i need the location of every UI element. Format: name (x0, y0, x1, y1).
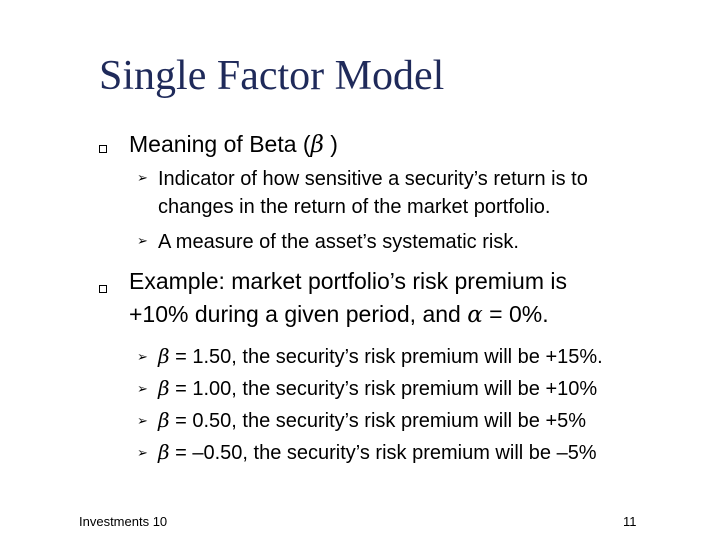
sub-bullet-text (158, 407, 586, 434)
beta-symbol: β (158, 376, 170, 400)
square-bullet-icon (99, 145, 107, 153)
arrow-bullet-icon: ➢ (137, 445, 148, 460)
arrow-bullet-icon: ➢ (137, 413, 148, 428)
bullet-text-part: +10% during a given period, and (129, 301, 468, 327)
alpha-symbol: α (467, 302, 483, 328)
arrow-bullet-icon: ➢ (137, 381, 148, 396)
sub-bullet-text: changes in the return of the market portfolio. (158, 196, 551, 218)
sub-bullet-part: = 1.00, the security’s risk premium will be +10% (169, 378, 598, 400)
bullet-prefix: Meaning of Beta ( (129, 131, 311, 157)
slide-title: Single Factor Model (99, 53, 445, 99)
sub-bullet-part: = –0.50, the security’s risk premium will be –5% (169, 442, 597, 464)
page-number: 11 (623, 514, 637, 529)
sub-bullet-part: = 1.50, the security’s risk premium will be +15%. (169, 346, 603, 368)
square-bullet-icon (99, 285, 107, 293)
arrow-bullet-icon: ➢ (137, 349, 148, 364)
bullet-suffix: ) (323, 131, 338, 157)
bullet-text (129, 298, 549, 331)
bullet-text-part: = 0%. (482, 301, 549, 327)
sub-bullet-text (158, 439, 597, 466)
beta-symbol: β (158, 408, 170, 432)
arrow-bullet-icon: ➢ (137, 233, 148, 248)
sub-bullet-text (158, 343, 603, 370)
sub-bullet-text: Indicator of how sensitive a security’s return is to (158, 168, 588, 190)
arrow-bullet-icon: ➢ (137, 170, 148, 185)
sub-bullet-text: A measure of the asset’s systematic risk. (158, 231, 519, 253)
beta-symbol: β (158, 344, 170, 368)
beta-symbol: β (158, 440, 170, 464)
sub-bullet-part: = 0.50, the security’s risk premium will be +5% (169, 410, 587, 432)
sub-bullet-text (158, 375, 597, 402)
footer-left: Investments 10 (79, 514, 168, 529)
bullet-text: Example: market portfolio’s risk premium is (129, 268, 567, 294)
beta-symbol: β (310, 132, 324, 158)
bullet-text (129, 128, 338, 161)
